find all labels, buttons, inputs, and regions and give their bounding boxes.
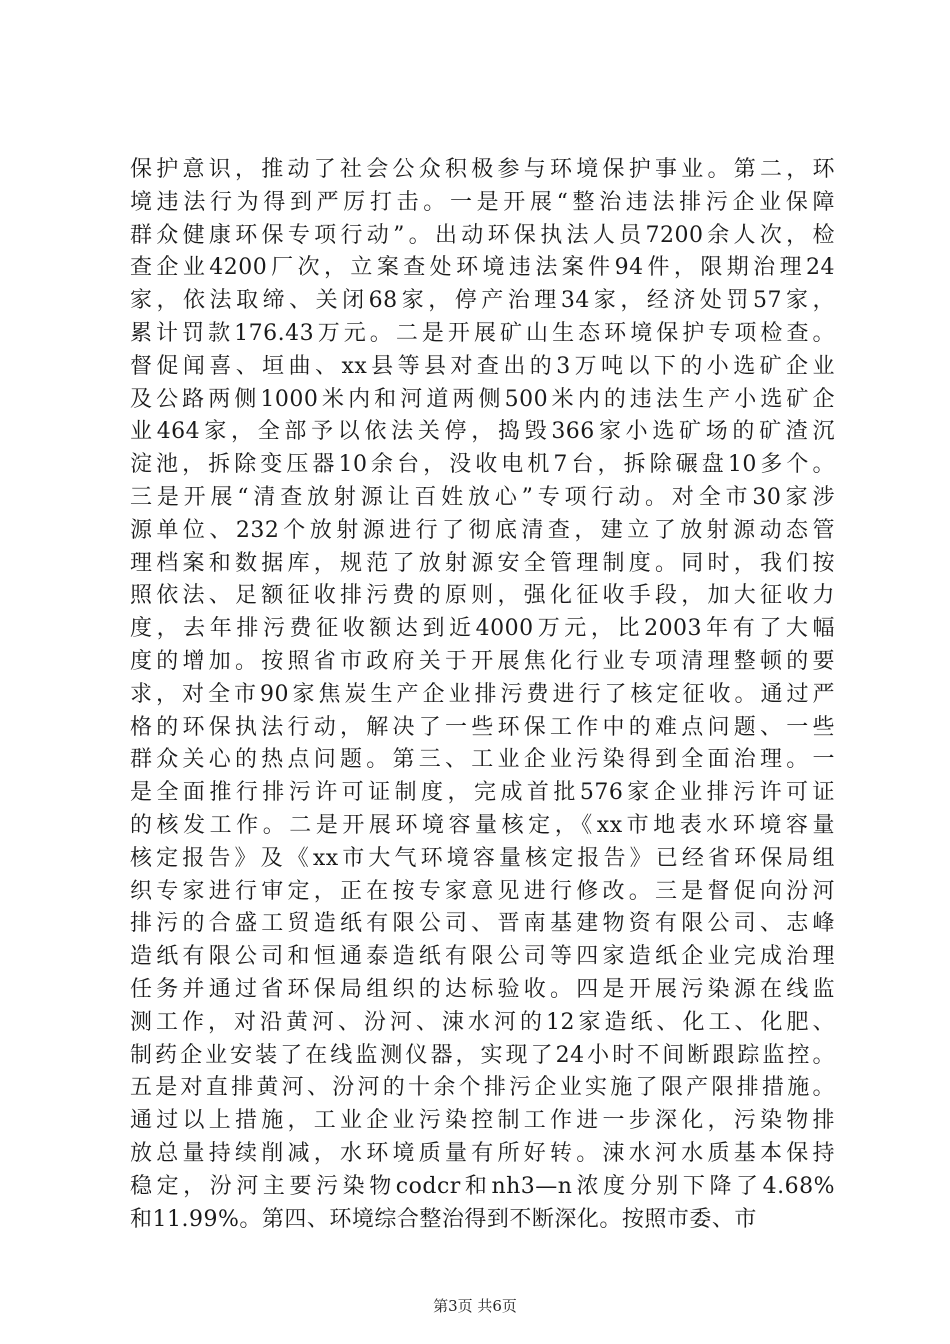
text-line: 业464家，全部予以依法关停，捣毁366家小选矿场的矿渣沉 (130, 419, 835, 445)
text-line: 五是对直排黄河、汾河的十余个排污企业实施了限产限排措施。 (130, 1075, 835, 1101)
text-line: 保护意识，推动了社会公众积极参与环境保护事业。第二，环 (130, 157, 835, 182)
text-line: 测工作，对沿黄河、汾河、涑水河的12家造纸、化工、化肥、 (130, 1009, 835, 1035)
text-line: 照依法、足额征收排污费的原则，强化征收手段，加大征收力 (130, 583, 835, 609)
text-line: 家，依法取缔、关闭68家，停产治理34家，经济处罚57家， (130, 288, 835, 314)
text-line: 和11.99%。第四、环境综合整治得到不断深化。按照市委、市 (130, 1206, 757, 1232)
body-text (130, 154, 835, 1236)
text-line: 放总量持续削减，水环境质量有所好转。涑水河水质基本保持 (130, 1140, 835, 1166)
text-line: 制药企业安装了在线监测仪器，实现了24小时不间断跟踪监控。 (130, 1042, 835, 1068)
text-line: 稳定，汾河主要污染物codcr和nh3—n浓度分别下降了4.68% (130, 1173, 835, 1199)
text-line: 造纸有限公司和恒通泰造纸有限公司等四家造纸企业完成治理 (130, 944, 835, 970)
text-line: 源单位、232个放射源进行了彻底清查，建立了放射源动态管 (130, 517, 835, 543)
text-line: 核定报告》及《xx市大气环境容量核定报告》已经省环保局组 (130, 845, 835, 871)
text-line: 任务并通过省环保局组织的达标验收。四是开展污染源在线监 (130, 976, 835, 1002)
text-line: 及公路两侧1000米内和河道两侧500米内的违法生产小选矿企 (130, 386, 835, 412)
page-footer: 第3页 共6页 (433, 1297, 517, 1315)
text-line: 查企业4200厂次，立案查处环境违法案件94件，限期治理24 (130, 255, 835, 281)
text-line: 群众关心的热点问题。第三、工业企业污染得到全面治理。一 (130, 747, 835, 773)
text-line: 群众健康环保专项行动”。出动环保执法人员7200余人次，检 (130, 222, 835, 248)
text-line: 格的环保执法行动，解决了一些环保工作中的难点问题、一些 (130, 714, 835, 740)
text-line: 淀池，拆除变压器10余台，没收电机7台，拆除碾盘10多个。 (130, 452, 835, 478)
text-line: 理档案和数据库，规范了放射源安全管理制度。同时，我们按 (130, 550, 835, 576)
text-line: 累计罚款176.43万元。二是开展矿山生态环境保护专项检查。 (130, 320, 835, 346)
text-line: 织专家进行审定，正在按专家意见进行修改。三是督促向汾河 (130, 878, 835, 904)
text-line: 的核发工作。二是开展环境容量核定，《xx市地表水环境容量 (130, 812, 835, 838)
text-line: 度的增加。按照省市政府关于开展焦化行业专项清理整顿的要 (130, 648, 835, 674)
text-line: 排污的合盛工贸造纸有限公司、晋南基建物资有限公司、志峰 (130, 911, 835, 937)
text-line: 度，去年排污费征收额达到近4000万元，比2003年有了大幅 (130, 616, 835, 642)
text-line: 境违法行为得到严厉打击。一是开展“整治违法排污企业保障 (130, 189, 835, 215)
text-line: 是全面推行排污许可证制度，完成首批576家企业排污许可证 (130, 780, 835, 806)
text-line: 通过以上措施，工业企业污染控制工作进一步深化，污染物排 (130, 1108, 835, 1134)
text-line: 三是开展“清查放射源让百姓放心”专项行动。对全市30家涉 (130, 484, 835, 510)
text-line: 求，对全市90家焦炭生产企业排污费进行了核定征收。通过严 (130, 681, 835, 707)
text-line: 督促闻喜、垣曲、xx县等县对查出的3万吨以下的小选矿企业 (130, 353, 835, 379)
